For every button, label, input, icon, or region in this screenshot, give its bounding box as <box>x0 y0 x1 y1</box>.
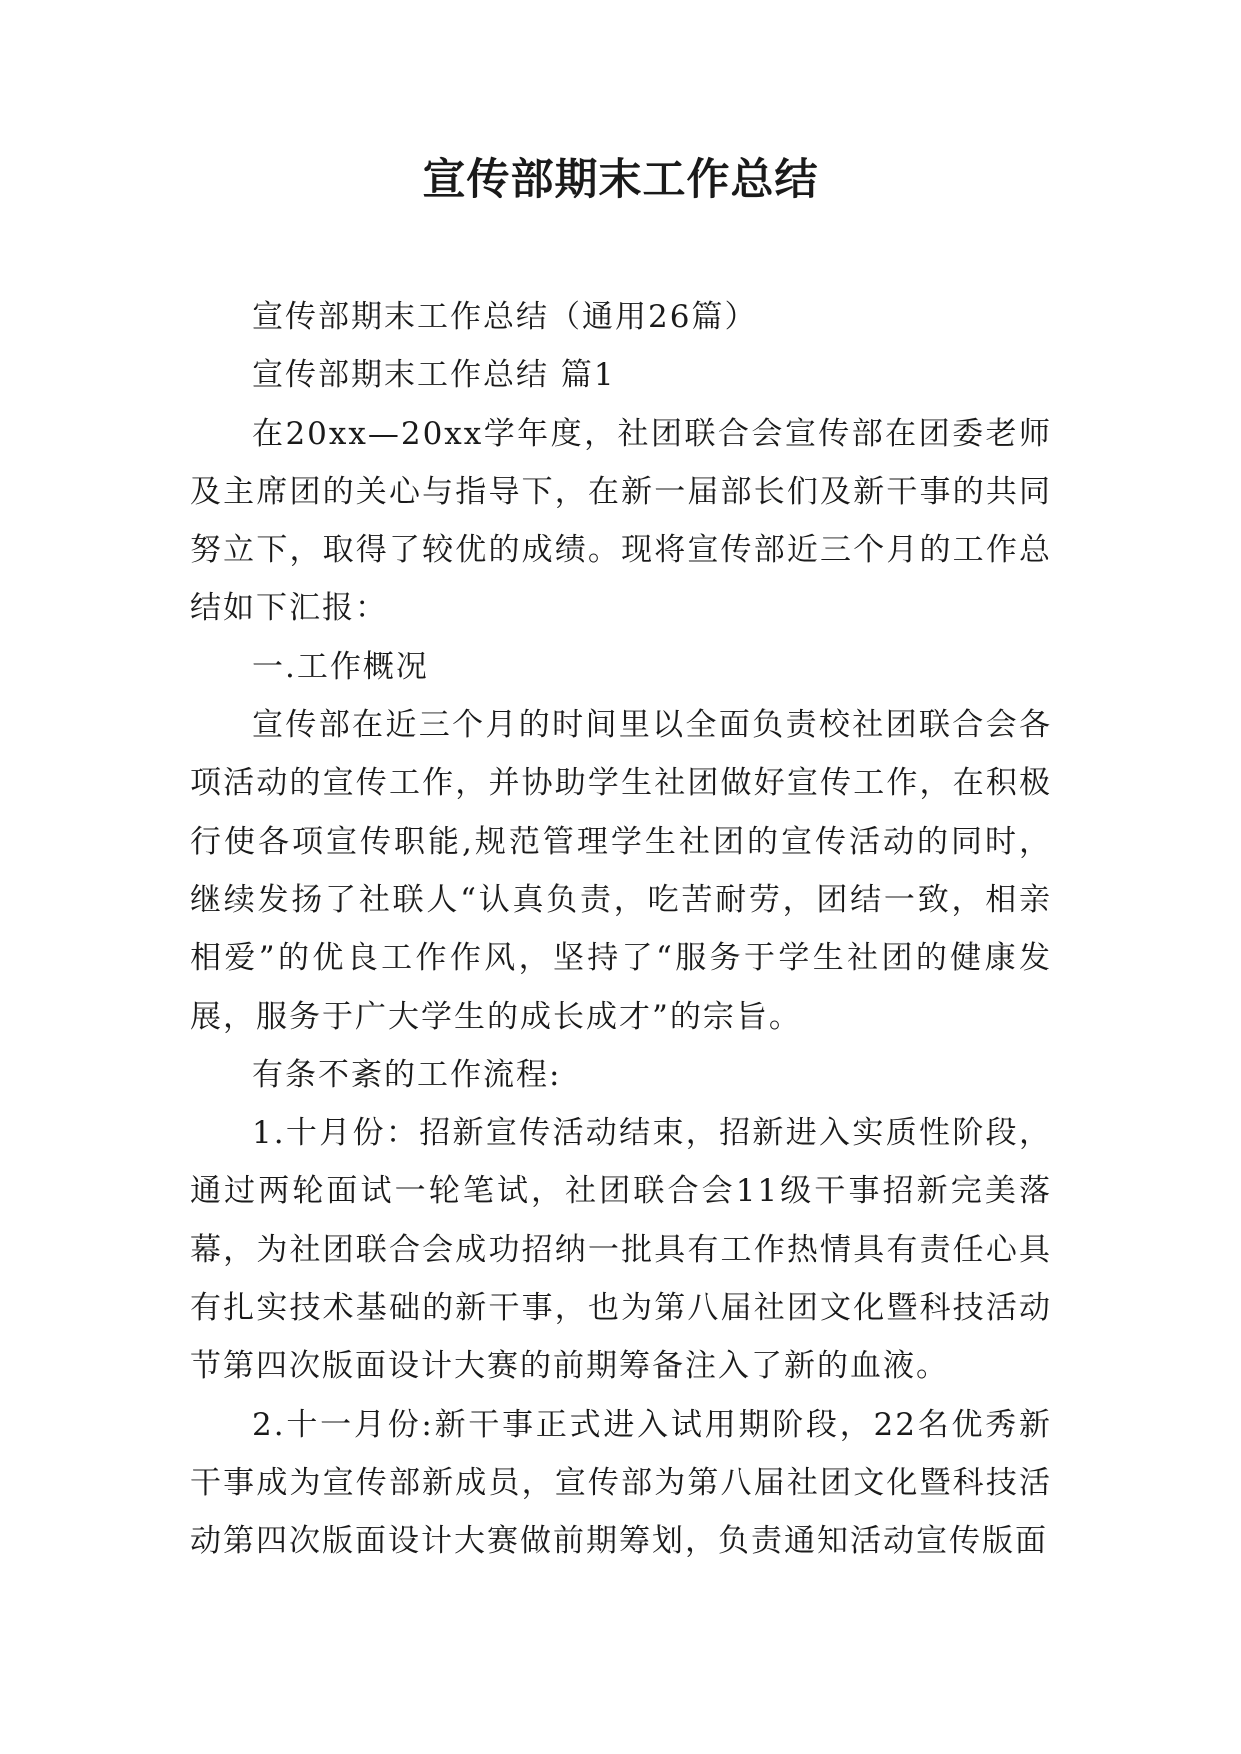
document-title: 宣传部期末工作总结 <box>422 155 819 205</box>
document-body <box>190 288 1052 1571</box>
paragraph-november: 2.十一月份:新干事正式进入试用期阶段，22名优秀新干事成为宣传部新成员，宣传部为第八届社团文化暨科技活动第四次版面设计大赛做前期筹划，负责通知活动宣传版面 <box>190 1406 1052 1560</box>
paragraph-october: 1.十月份：招新宣传活动结束，招新进入实质性阶段，通过两轮面试一轮笔试，社团联合会11级干事招新完美落幕，为社团联合会成功招纳一批具有工作热情具有责任心具有扎实技术基础的新干事，也为第八届社团文化暨科技活动节第四次版面设计大赛的前期筹备注入了新的血液。 <box>190 1115 1052 1385</box>
paragraph-intro: 在20xx—20xx学年度，社团联合会宣传部在团委老师及主席团的关心与指导下，在新一届部长们及新干事的共同努立下，取得了较优的成绩。现将宣传部近三个月的工作总结如下汇报： <box>190 415 1052 627</box>
paragraph-article-heading: 宣传部期末工作总结 篇1 <box>252 357 616 394</box>
paragraph-section-heading: 一.工作概况 <box>252 648 429 685</box>
paragraph-heading-collection: 宣传部期末工作总结（通用26篇） <box>252 299 758 335</box>
paragraph-workflow-heading: 有条不紊的工作流程: <box>252 1056 562 1093</box>
paragraph-overview: 宣传部在近三个月的时间里以全面负责校社团联合会各项活动的宣传工作，并协助学生社团做好宣传工作，在积极行使各项宣传职能,规范管理学生社团的宣传活动的同时，继续发扬了社联人“认真负责，吃苦耐劳，团结一致，相亲相爱”的优良工作作风，坚持了“服务于学生社团的健康发展，服务于广大学生的成长成才”的宗旨。 <box>190 707 1052 1035</box>
